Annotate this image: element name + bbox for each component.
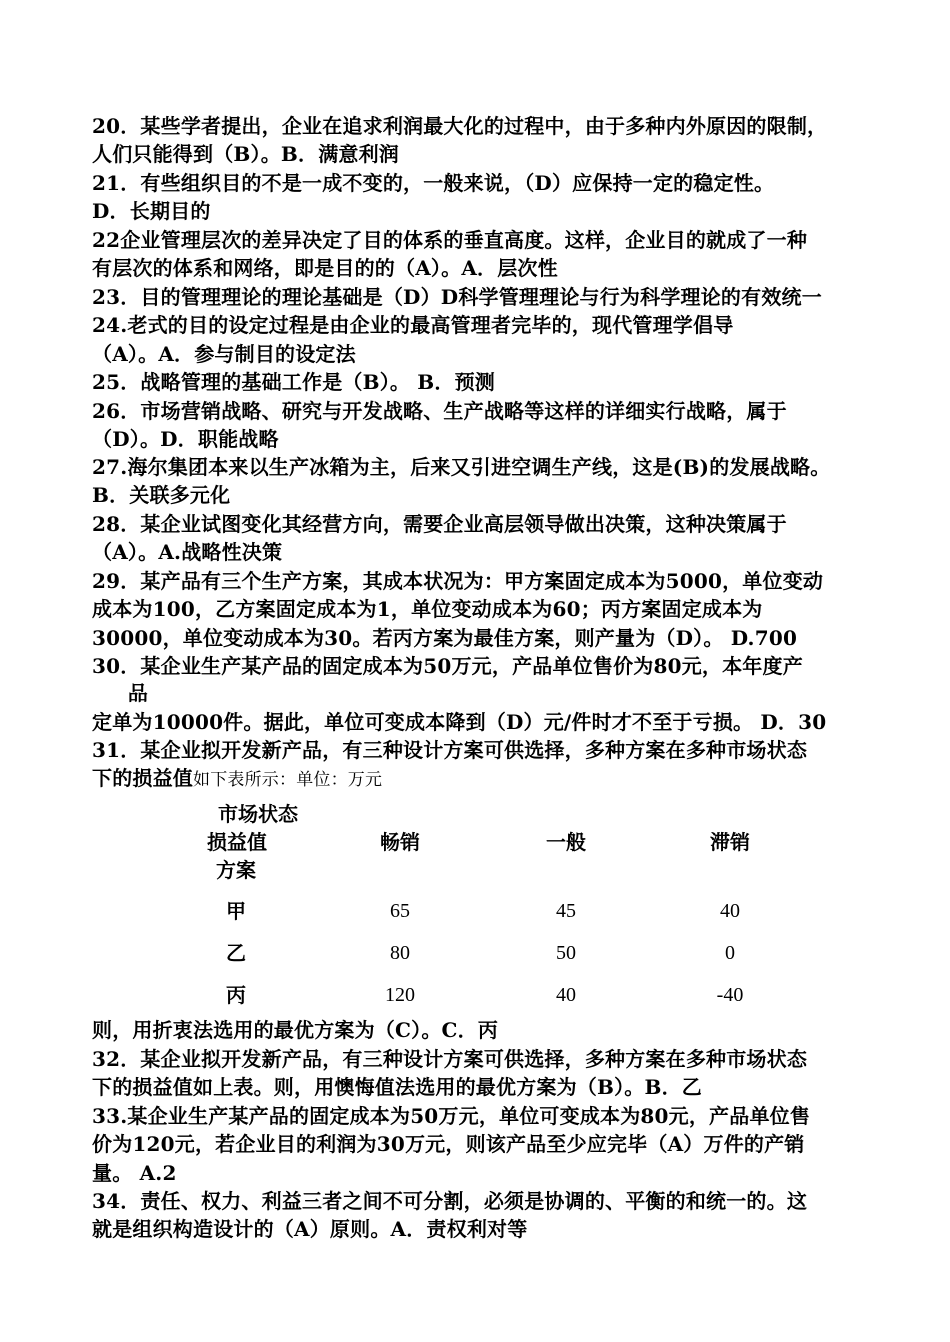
text-line: 21．有些组织目的不是一成不变的，一般来说，（D）应保持一定的稳定性。 xyxy=(92,171,775,195)
table-cell: 40 xyxy=(720,900,740,922)
table-cell: 40 xyxy=(556,984,576,1006)
text-line: 33.某企业生产某产品的固定成本为50万元，单位可变成本为80元，产品单位售 xyxy=(92,1104,811,1128)
text-line: 人们只能得到（B）。B．满意利润 xyxy=(92,142,400,166)
text-line: 成本为100，乙方案固定成本为1，单位变动成本为60；丙方案固定成本为 xyxy=(92,597,763,621)
text-line: 价为120元，若企业目的利润为30万元，则该产品至少应完毕（A）万件的产销 xyxy=(92,1132,805,1156)
table-header-payoff: 损益值 xyxy=(207,830,267,854)
text-line: 30．某企业生产某产品的固定成本为50万元，产品单位售价为80元，本年度产 xyxy=(92,654,803,678)
text-line: （A）。A．参与制目的设定法 xyxy=(92,342,356,366)
text-line: 则，用折衷法选用的最优方案为（C）。C．丙 xyxy=(92,1018,499,1042)
text-line: 30000，单位变动成本为30。若丙方案为最佳方案，则产量为（D）。 D.700 xyxy=(92,626,798,650)
text-line: 22企业管理层次的差异决定了目的体系的垂直高度。这样，企业目的就成了一种 xyxy=(92,228,808,252)
table-cell: 65 xyxy=(390,900,410,922)
table-col-header: 滞销 xyxy=(710,830,750,854)
text-line: 25．战略管理的基础工作是（B）。 B．预测 xyxy=(92,370,496,394)
table-header-plan: 方案 xyxy=(216,858,256,882)
text-line: 27.海尔集团本来以生产冰箱为主，后来又引进空调生产线，这是(B)的发展战略。 xyxy=(92,455,831,479)
text-line: （A）。A.战略性决策 xyxy=(92,540,283,564)
table-cell: -40 xyxy=(716,984,744,1006)
text-line: 有层次的体系和网络，即是目的的（A）。A．层次性 xyxy=(92,256,558,280)
table-cell: 120 xyxy=(385,984,415,1006)
text-segment: 下的损益值 xyxy=(92,766,193,790)
text-line: 28．某企业试图变化其经营方向，需要企业高层领导做出决策，这种决策属于 xyxy=(92,512,787,536)
text-line: 品 xyxy=(92,681,149,705)
text-line: 29．某产品有三个生产方案，其成本状况为：甲方案固定成本为5000，单位变动 xyxy=(92,569,824,593)
table-row-label: 乙 xyxy=(226,941,246,965)
text-line: 23．目的管理理论的理论基础是（D）D科学管理理论与行为科学理论的有效统一 xyxy=(92,285,822,309)
table-col-header: 一般 xyxy=(546,830,586,854)
text-line: 定单为10000件。据此，单位可变成本降到（D）元/件时才不至于亏损。 D．30 xyxy=(92,710,827,734)
table-header-market-state: 市场状态 xyxy=(218,802,298,826)
table-col-header: 畅销 xyxy=(380,830,420,854)
text-line: （D）。D．职能战略 xyxy=(92,427,279,451)
table-cell: 80 xyxy=(390,942,410,964)
text-line: 24.老式的目的设定过程是由企业的最高管理者完毕的，现代管理学倡导 xyxy=(92,313,734,337)
table-caption: 如下表所示：单位：万元 xyxy=(193,770,383,790)
text-line: 就是组织构造设计的（A）原则。A．责权利对等 xyxy=(92,1217,528,1241)
table-cell: 0 xyxy=(725,942,735,964)
table-row-label: 甲 xyxy=(226,899,246,923)
text-line: 26．市场营销战略、研究与开发战略、生产战略等这样的详细实行战略，属于 xyxy=(92,399,787,423)
table-cell: 45 xyxy=(556,900,576,922)
text-line: B．关联多元化 xyxy=(92,483,231,507)
text-line: 下的损益值如上表。则，用懊悔值法选用的最优方案为（B）。B．乙 xyxy=(92,1075,703,1099)
text-line: 20．某些学者提出，企业在追求利润最大化的过程中，由于多种内外原因的限制， xyxy=(92,114,828,138)
text-line: 31．某企业拟开发新产品，有三种设计方案可供选择，多种方案在多种市场状态 xyxy=(92,738,808,762)
text-line: D．长期目的 xyxy=(92,199,211,223)
text-line: 量。 A.2 xyxy=(92,1161,177,1185)
table-row-label: 丙 xyxy=(226,983,246,1007)
text-line-mixed xyxy=(92,764,382,794)
table-cell: 50 xyxy=(556,942,576,964)
text-line: 34．责任、权力、利益三者之间不可分割，必须是协调的、平衡的和统一的。这 xyxy=(92,1189,808,1213)
text-line: 32．某企业拟开发新产品，有三种设计方案可供选择，多种方案在多种市场状态 xyxy=(92,1047,808,1071)
